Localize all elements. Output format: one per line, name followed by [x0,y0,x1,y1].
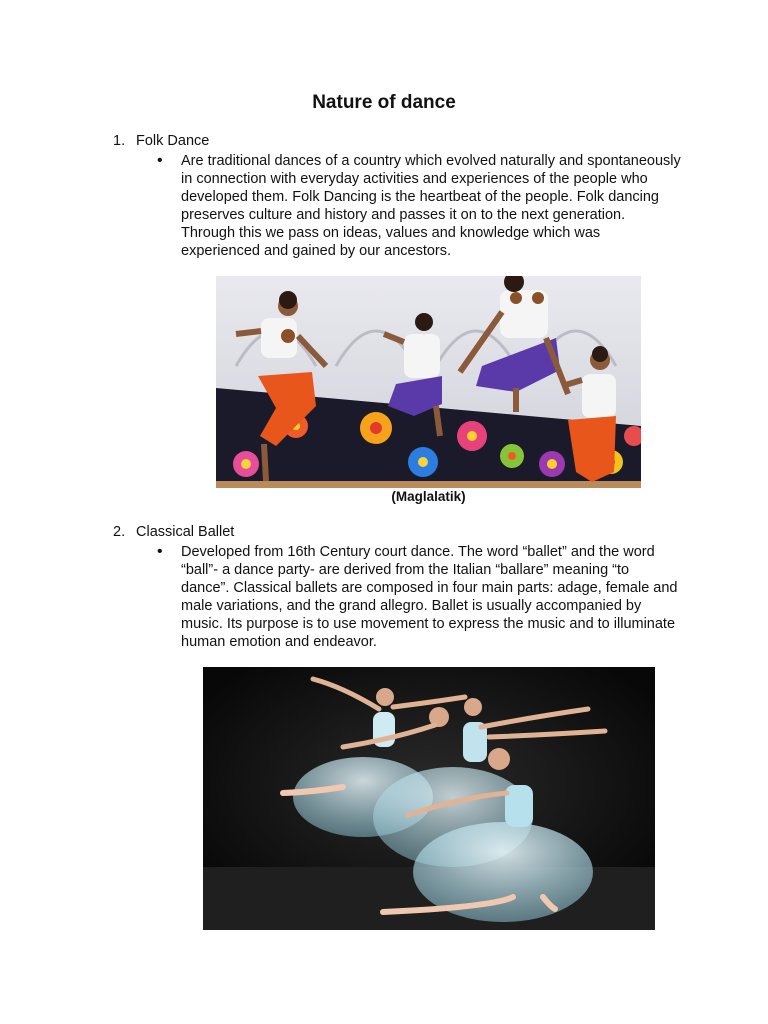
section-heading: Folk Dance [136,133,210,149]
section-paragraph: Developed from 16th Century court dance. The word “ballet” and the word “ball”- a dance party- are derived from the Italian “ballare” meaning “to dance”. Classical ballets are composed in four main parts: adage, female and male variations, and the grand allegro. Ballet is usually accompanied by music. Its purpose is to use movement to express the music and to illuminate human emotion and endeavor. [181,544,678,651]
ballet-photo [203,667,655,930]
folk-dance-photo [216,276,641,488]
photo-caption: (Maglalatik) [391,489,466,504]
bullet-icon: • [157,543,163,560]
section-paragraph: Are traditional dances of a country which evolved naturally and spontaneously in connection with everyday activities and experiences of the people who developed them. Folk Dancing is the heartbeat of the people. Folk dancing preserves culture and history and passes it on to the next generation. Through this we pass on ideas, values and knowledge which was experienced and gained by our ancestors. [181,153,681,260]
list-number: 1. [113,133,126,149]
list-number: 2. [113,524,126,540]
page-title: Nature of dance [312,92,456,113]
bullet-icon: • [157,152,163,169]
section-heading: Classical Ballet [136,524,235,540]
